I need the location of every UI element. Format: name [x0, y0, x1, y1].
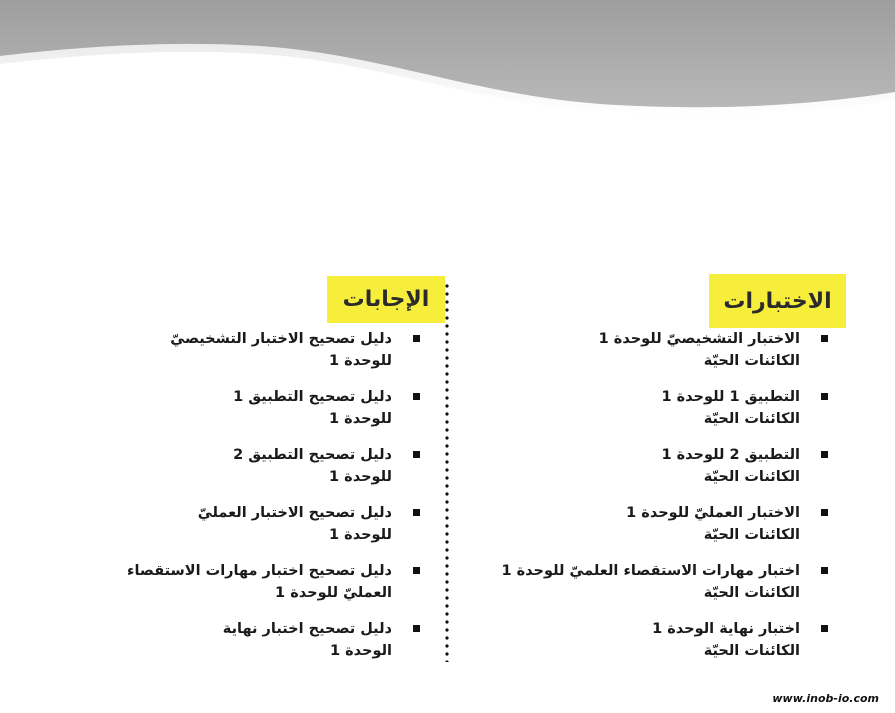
bullet-square-icon	[413, 567, 420, 574]
bullet-square-icon	[413, 509, 420, 516]
bullet-square-icon	[821, 567, 828, 574]
list-item[interactable]: دليل تصحيح الاختبار التشخيصيّ للوحدة 1	[100, 328, 430, 386]
bullet-square-icon	[413, 625, 420, 632]
bullet-square-icon	[413, 393, 420, 400]
tests-title: الاختبارات	[723, 288, 832, 314]
list-item[interactable]: اختبار مهارات الاستقصاء العلميّ للوحدة 1 الكائنات الحيّة	[478, 560, 838, 618]
list-item[interactable]: دليل تصحيح التطبيق 1 للوحدة 1	[100, 386, 430, 444]
list-item[interactable]: الاختبار العمليّ للوحدة 1 الكائنات الحيّة	[478, 502, 838, 560]
bullet-square-icon	[821, 625, 828, 632]
bullet-square-icon	[821, 393, 828, 400]
list-item[interactable]: دليل تصحيح اختبار نهاية الوحدة 1	[100, 618, 430, 676]
bullet-square-icon	[821, 335, 828, 342]
bullet-square-icon	[821, 509, 828, 516]
dotted-divider	[445, 282, 449, 662]
bullet-square-icon	[821, 451, 828, 458]
tests-header	[709, 274, 846, 328]
list-item[interactable]: التطبيق 2 للوحدة 1 الكائنات الحيّة	[478, 444, 838, 502]
answers-list	[100, 328, 430, 676]
answers-title: الإجابات	[342, 287, 430, 312]
list-item[interactable]: الاختبار التشخيصيّ للوحدة 1 الكائنات الحيّة	[478, 328, 838, 386]
footer-url[interactable]: www.inob-io.com	[772, 692, 879, 705]
list-item[interactable]: دليل تصحيح اختبار مهارات الاستقصاء العمليّ للوحدة 1	[100, 560, 430, 618]
list-item[interactable]: اختبار نهاية الوحدة 1 الكائنات الحيّة	[478, 618, 838, 676]
bullet-square-icon	[413, 335, 420, 342]
answers-header	[327, 276, 445, 323]
list-item[interactable]: دليل تصحيح الاختبار العمليّ للوحدة 1	[100, 502, 430, 560]
header-wave	[0, 0, 895, 140]
bullet-square-icon	[413, 451, 420, 458]
list-item[interactable]: التطبيق 1 للوحدة 1 الكائنات الحيّة	[478, 386, 838, 444]
list-item[interactable]: دليل تصحيح التطبيق 2 للوحدة 1	[100, 444, 430, 502]
tests-list	[478, 328, 838, 676]
